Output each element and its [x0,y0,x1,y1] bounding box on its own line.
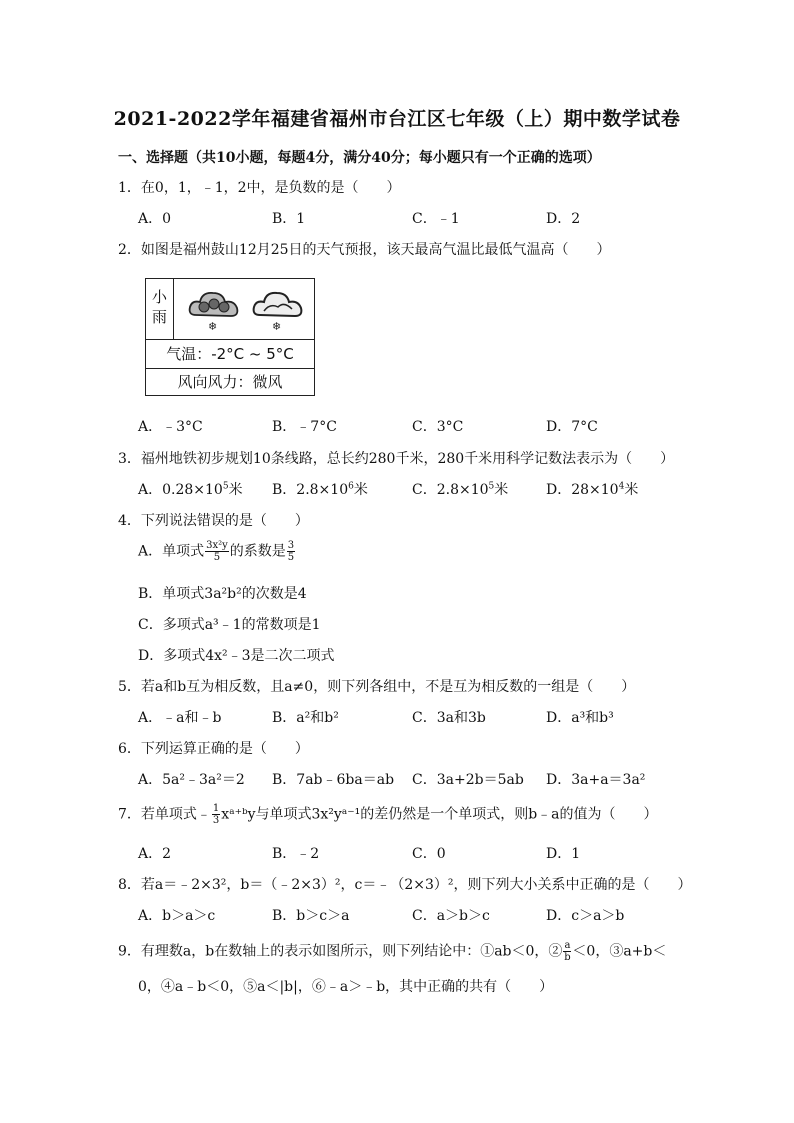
q5-option-d: D．a³和b³ [546,710,614,726]
q1-option-b: B．1 [272,211,306,227]
q3-option-d: D．$28\times 10^4$米 [546,481,639,498]
weather-forecast-figure [145,278,315,396]
svg-text:❄: ❄ [208,320,218,333]
question-5: 5．若a和b互为相反数，且a≠0，则下列各组中，不是互为相反数的一组是（ ） [118,679,636,695]
q5-option-b: B．a²和b² [272,710,339,726]
question-4: 4．下列说法错误的是（ ） [118,513,309,529]
q8-option-b: B．b＞c＞a [272,908,350,924]
q6-option-b: B．7ab﹣6ba＝ab [272,772,395,788]
q1-option-d: D．2 [546,211,581,227]
q8-option-a: A．b＞a＞c [138,908,216,924]
q5-option-a: A．﹣a和﹣b [138,710,222,726]
q1-option-a: A．0 [138,211,172,227]
q4-option-a: A．单项式 $\frac{\text{3x²y}}{5}$ 的系数是 $\frac{3}{5}$ [138,540,295,563]
temperature-range: 气温：-2°C ~ 5°C [146,340,314,369]
question-2: 2．如图是福州鼓山12月25日的天气预报，该天最高气温比最低气温高（ ） [118,242,611,258]
question-8: 8．若a＝﹣2×3²，b＝（﹣2×3）²，c＝﹣（2×3）²，则下列大小关系中正确的是（ ） [118,877,692,893]
q3-option-a: A．$0.28\times 10^5$米 [138,481,243,498]
question-9: 9．有理数a，b在数轴上的表示如图所示，则下列结论中：①ab＜0，② $\frac{a}{b}$ ＜0，③a+b＜ [118,940,667,963]
q7-option-c: C．0 [412,846,446,862]
q1-option-c: C．﹣1 [412,211,460,227]
q2-option-b: B．﹣7°C [272,419,337,435]
q2-option-c: C．3°C [412,419,464,435]
rain-cloud-icon [250,285,306,335]
q6-option-c: C．3a+2b＝5ab [412,772,524,788]
svg-text:❄: ❄ [272,320,282,333]
q2-option-d: D．7°C [546,419,598,435]
section-heading: 一、选择题（共10小题，每题4分，满分40分；每小题只有一个正确的选项） [118,150,601,166]
page-title: 2021-2022学年福建省福州市台江区七年级（上）期中数学试卷 [113,108,681,130]
q6-option-a: A．5a²﹣3a²＝2 [138,772,245,788]
q3-option-c: C．$2.8\times 10^5$米 [412,481,509,498]
q8-option-d: D．c＞a＞b [546,908,625,924]
question-7: 7．若单项式﹣ $\frac{1}{3}$ xᵃ⁺ᵇy与单项式3x²yᵃ⁻¹的差仍然是一个单项式，则b﹣a的值为（ ） [118,803,658,826]
q7-option-d: D．1 [546,846,581,862]
q5-option-c: C．3a和3b [412,710,486,726]
q7-option-b: B．﹣2 [272,846,320,862]
q4-option-d: D．多项式4x²﹣3是二次二项式 [138,648,335,664]
q7-option-a: A．2 [138,846,172,862]
weather-label: 小 雨 [146,279,174,339]
q4-option-c: C．多项式a³﹣1的常数项是1 [138,617,321,633]
q3-option-b: B．$2.8\times 10^6$米 [272,481,368,498]
q6-option-d: D．3a+a＝3a² [546,772,646,788]
q4-option-b: B．单项式3a²b²的次数是4 [138,586,307,602]
q8-option-c: C．a＞b＞c [412,908,490,924]
q2-option-a: A．﹣3°C [138,419,203,435]
question-9-line-2: 0，④a﹣b＜0，⑤a＜|b|，⑥﹣a＞﹣b，其中正确的共有（ ） [138,979,554,995]
rain-cloud-icon [186,285,242,335]
question-3: 3．福州地铁初步规划10条线路，总长约280千米，280千米用科学记数法表示为（ ） [118,451,675,467]
wind-info: 风向风力：微风 [177,373,283,391]
question-6: 6．下列运算正确的是（ ） [118,741,309,757]
question-1: 1．在0，1，﹣1，2中，是负数的是（ ） [118,180,401,196]
